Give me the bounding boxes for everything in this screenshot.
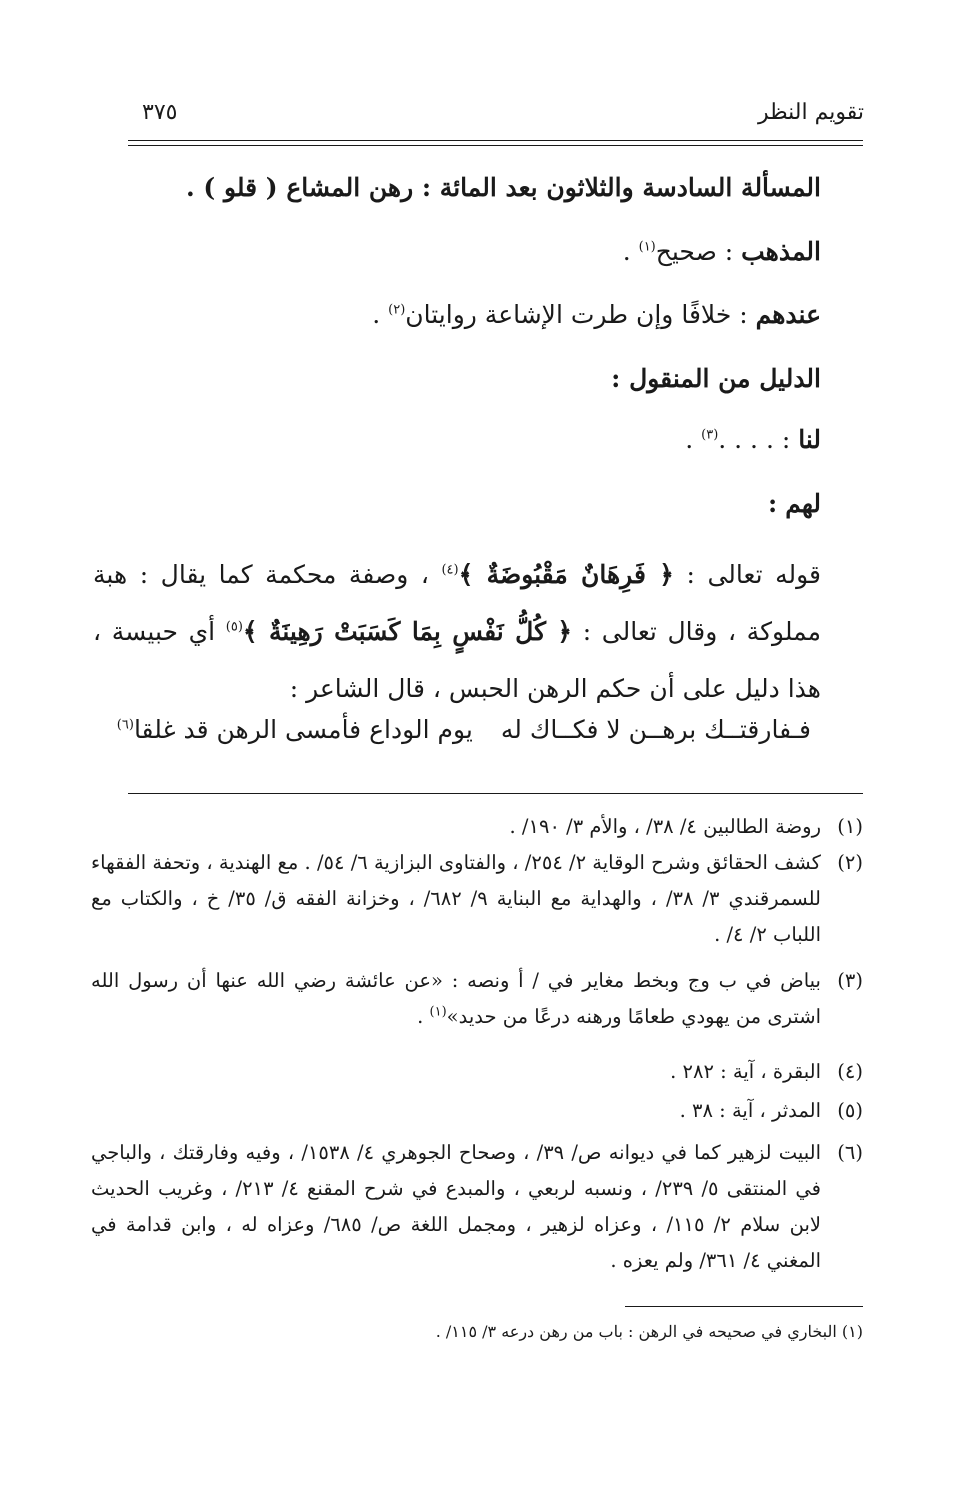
footnote-text: البقرة ، آية : ٢٨٢ . <box>670 1060 821 1083</box>
footnote-text: بياض في ب وج وبخط مغاير في / أ ونصه : «عن عائشة رضي الله عنها أن رسول الله اشترى من يهودي طعامًا ورهنه درعًا من حديد» <box>91 969 821 1028</box>
madhhab-line <box>623 237 821 267</box>
argument-paragraph <box>93 546 821 717</box>
footnote-rule <box>128 793 863 794</box>
indahum-line <box>372 300 821 330</box>
sub-footnote-rule <box>625 1306 863 1307</box>
footnote-text: كشف الحقائق وشرح الوقاية ٢/ ٢٥٤/ ، والفتاوى البزازية ٦/ ٥٤/ . مع الهندية ، وتحفة الفقهاء للسمرقندي ٣/ ٣٨/ ، والهداية مع البناية ٩/ ٦٨٢/ ، وخزانة الفقه ق/ ٣٥/ خ ، والكتاب مع اللباب ٢/ ٤/ . <box>91 851 821 946</box>
lahum-line <box>768 489 821 519</box>
indahum-label: عندهم <box>755 300 821 329</box>
footnote-5 <box>91 1093 863 1129</box>
footnote-number: (٥) <box>837 1099 863 1122</box>
running-header-title: تقويم النظر <box>757 100 864 125</box>
lana-text: : . . . . <box>718 425 791 454</box>
footnote-2 <box>91 845 863 953</box>
footnote-ref-5: (٥) <box>225 619 243 635</box>
footnote-number: (١) <box>837 815 863 838</box>
lana-line <box>685 425 821 455</box>
footnote-text: المدثر ، آية : ٣٨ . <box>679 1099 821 1122</box>
footnote-1 <box>91 809 863 845</box>
sub-footnote-text: البخاري في صحيحه في الرهن : باب من رهن درعه ٣/ ١١٥/ . <box>435 1322 837 1341</box>
footnote-end: . <box>417 1005 424 1028</box>
para-text-2: ، وصفة محكمة كما يقال : هبة مملوكة ، وقال تعالى : <box>93 560 822 646</box>
footnote-3 <box>91 963 863 1035</box>
madhhab-text: : صحيح <box>655 237 734 266</box>
footnote-text: روضة الطالبين ٤/ ٣٨/ ، والأم ٣/ ١٩٠/ . <box>509 815 821 838</box>
footnote-number: (٢) <box>837 851 863 874</box>
page-number: ٣٧٥ <box>142 100 178 125</box>
footnote-number: (٣) <box>837 969 863 992</box>
footnote-text: البيت لزهير كما في ديوانه ص/ ٣٩/ ، وصحاح الجوهري ٤/ ١٥٣٨/ ، وفيه وفارقتك ، والباجي في المنتقى ٥/ ٢٣٩/ ، ونسبه لربعي ، والمبدع في شرح المقنع ٤/ ٢١٣/ ، وغريب الحديث لابن سلام ٢/ ١١٥/ ، وعزاه لزهير ، ومجمل اللغة ص/ ٦٨٥/ وعزاه له ، وابن قدامة في المغني ٤/ ٣٦١/ ولم يعزه . <box>91 1141 822 1272</box>
footnote-number: (٦) <box>837 1141 863 1164</box>
footnote-ref-6: (٦) <box>116 717 134 733</box>
para-text-3: أي حبيسة ، هذا دليل على أن حكم الرهن الحبس ، قال الشاعر : <box>93 617 821 703</box>
footnote-ref-4: (٤) <box>441 562 459 578</box>
footnote-ref-2: (٢) <box>388 302 406 318</box>
poetry-verse <box>117 715 811 744</box>
lahum-colon: : <box>768 489 778 518</box>
header-rule-inner <box>128 145 863 146</box>
lana-end: . <box>685 425 694 454</box>
quran-verse-1: ﴿ فَرِهَانٌ مَقْبُوضَةٌ ﴾ <box>458 560 674 589</box>
footnote-4 <box>91 1054 863 1090</box>
sub-footnote-ref: (١) <box>429 1004 447 1020</box>
header-rule <box>128 140 863 141</box>
madhhab-label: المذهب <box>741 237 821 266</box>
quran-verse-2: ﴿ كُلُّ نَفْسٍ بِمَا كَسَبَتْ رَهِينَةٌ ﴾ <box>242 617 573 646</box>
footnote-6 <box>91 1135 863 1279</box>
lahum-label: لهم <box>785 489 821 518</box>
dalil-heading: الدليل من المنقول : <box>611 364 821 393</box>
madhhab-end: . <box>622 237 631 266</box>
indahum-end: . <box>372 300 381 329</box>
footnote-number: (٤) <box>837 1060 863 1083</box>
sub-footnote-number: (١) <box>841 1322 863 1341</box>
footnote-ref-3: (٣) <box>701 427 719 443</box>
issue-heading: المسألة السادسة والثلاثون بعد المائة : رهن المشاع ( قلو ) . <box>186 173 821 202</box>
indahum-text: : خلافًا وإن طرت الإشاعة روايتان <box>405 300 748 329</box>
footnote-ref-1: (١) <box>638 239 656 255</box>
verse-first-hemistich: فـفارقتــك برهــن لا فكــاك له <box>500 715 811 744</box>
lana-label: لنا <box>798 425 821 454</box>
para-text-1: قوله تعالى : <box>686 560 821 589</box>
sub-footnote <box>436 1322 863 1341</box>
verse-second-hemistich: يوم الوداع فأمسى الرهن قد غلقا <box>133 715 473 744</box>
footnote-text-wrap <box>91 963 821 1035</box>
